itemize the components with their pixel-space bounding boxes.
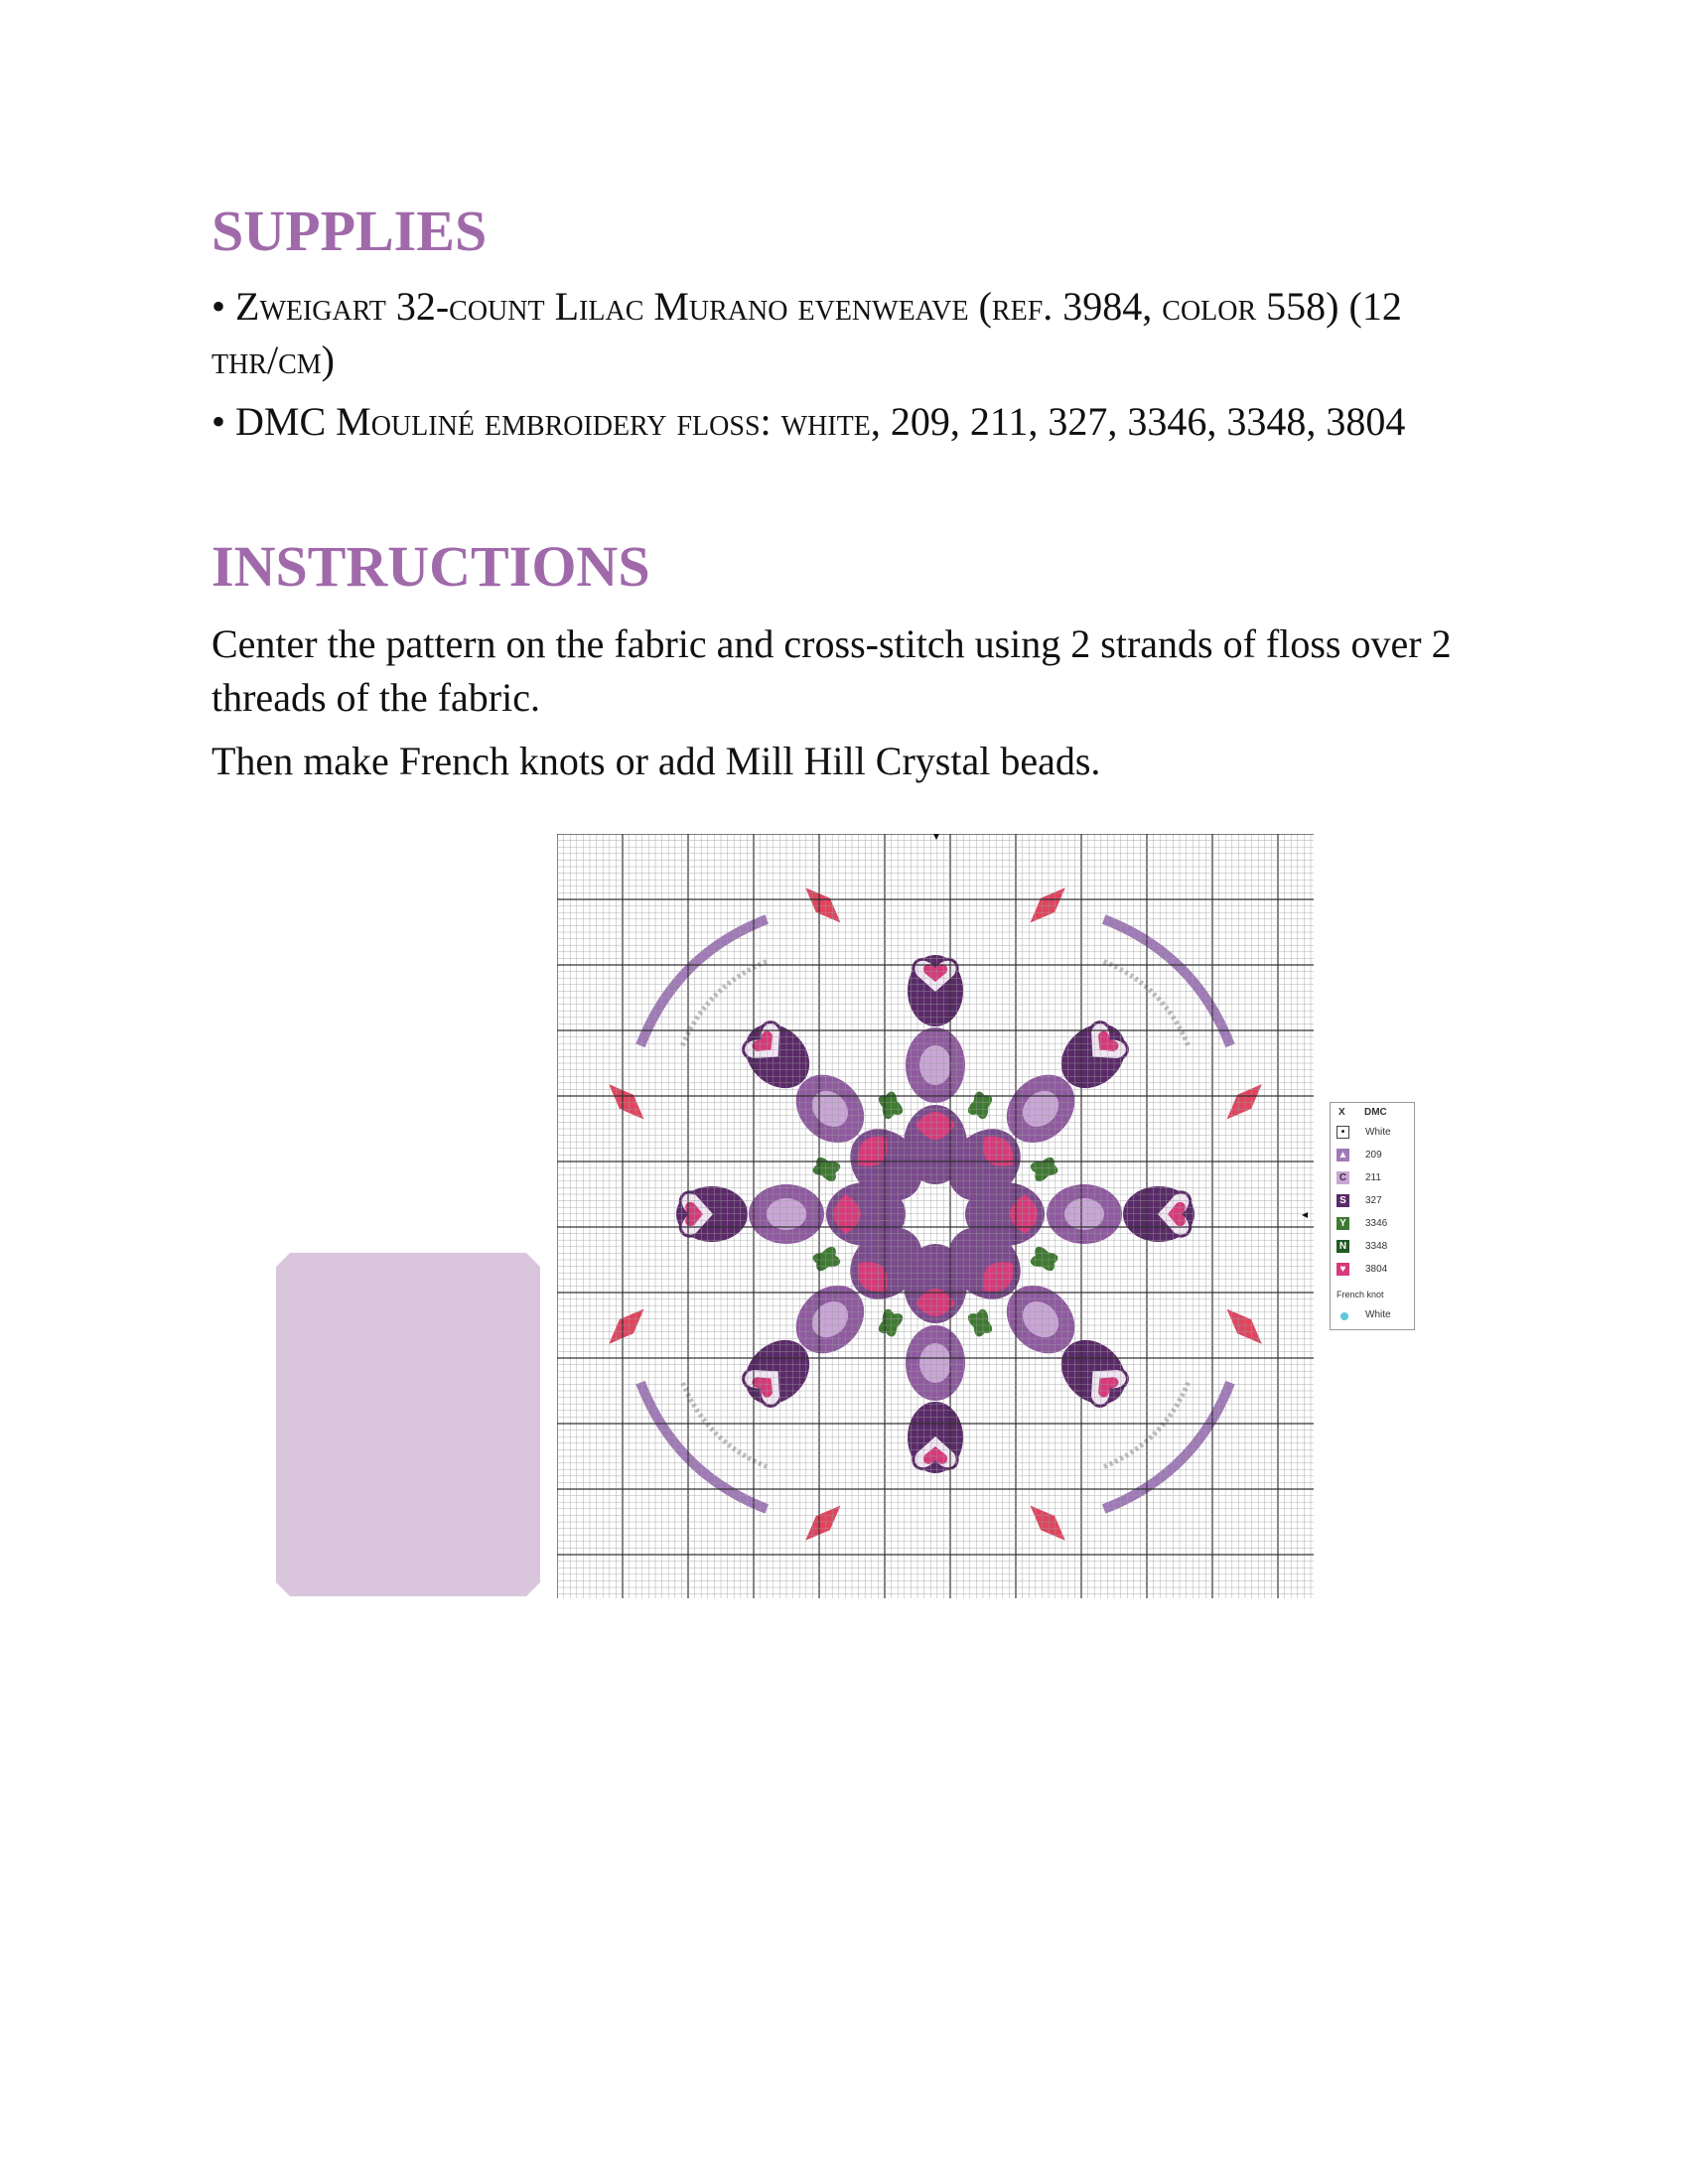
french-knot-label: French knot [1336, 1290, 1384, 1299]
bullet: • [211, 399, 226, 444]
legend-row [1336, 1240, 1410, 1254]
supply-item-floss [211, 395, 1492, 449]
color-key-legend [1330, 1102, 1415, 1330]
legend-code: White [1365, 1127, 1391, 1138]
supply-item-fabric-text: Zweigart 32-count Lilac Murano evenweave (ref. 3984, color 558) (12 thr/cm) [211, 284, 1402, 382]
french-knot-code: White [1365, 1309, 1391, 1320]
swatch-3804: ♥ [1336, 1263, 1349, 1276]
swatch-3348: N [1336, 1240, 1349, 1253]
legend-row [1336, 1263, 1410, 1277]
supplies-heading: SUPPLIES [211, 199, 488, 263]
stitched-sample-photo [276, 1253, 540, 1596]
cross-stitch-chart [557, 834, 1314, 1598]
legend-code: 327 [1365, 1195, 1382, 1206]
legend-col-dmc: DMC [1364, 1107, 1387, 1118]
legend-row [1336, 1171, 1410, 1185]
swatch-white: • [1336, 1126, 1349, 1139]
swatch-327: S [1336, 1194, 1349, 1207]
swatch-3346: Y [1336, 1217, 1349, 1230]
legend-code: 209 [1365, 1150, 1382, 1160]
swatch-209: ▲ [1337, 1150, 1348, 1160]
supply-item-fabric [211, 280, 1492, 387]
legend-row [1336, 1149, 1410, 1162]
instructions-heading: INSTRUCTIONS [211, 534, 650, 599]
legend-col-symbol: X [1338, 1107, 1345, 1118]
legend-code: 3346 [1365, 1218, 1388, 1229]
legend-header [1336, 1107, 1412, 1119]
legend-row [1336, 1194, 1410, 1208]
legend-code: 3804 [1365, 1264, 1388, 1275]
supply-item-floss-text: DMC Mouliné embroidery floss: white, 209, 211, 327, 3346, 3348, 3804 [235, 399, 1406, 444]
french-knot-dot-icon [1340, 1312, 1348, 1320]
instructions-paragraph-2: Then make French knots or add Mill Hill Crystal beads. [211, 739, 1101, 783]
swatch-211: C [1336, 1171, 1349, 1184]
legend-row [1336, 1126, 1410, 1140]
legend-code: 3348 [1365, 1241, 1388, 1252]
legend-code: 211 [1365, 1172, 1381, 1183]
bullet: • [211, 284, 226, 329]
instructions-paragraph-1: Center the pattern on the fabric and cross-stitch using 2 strands of floss over 2 threads of the fabric. [211, 621, 1452, 720]
legend-row [1336, 1217, 1410, 1231]
